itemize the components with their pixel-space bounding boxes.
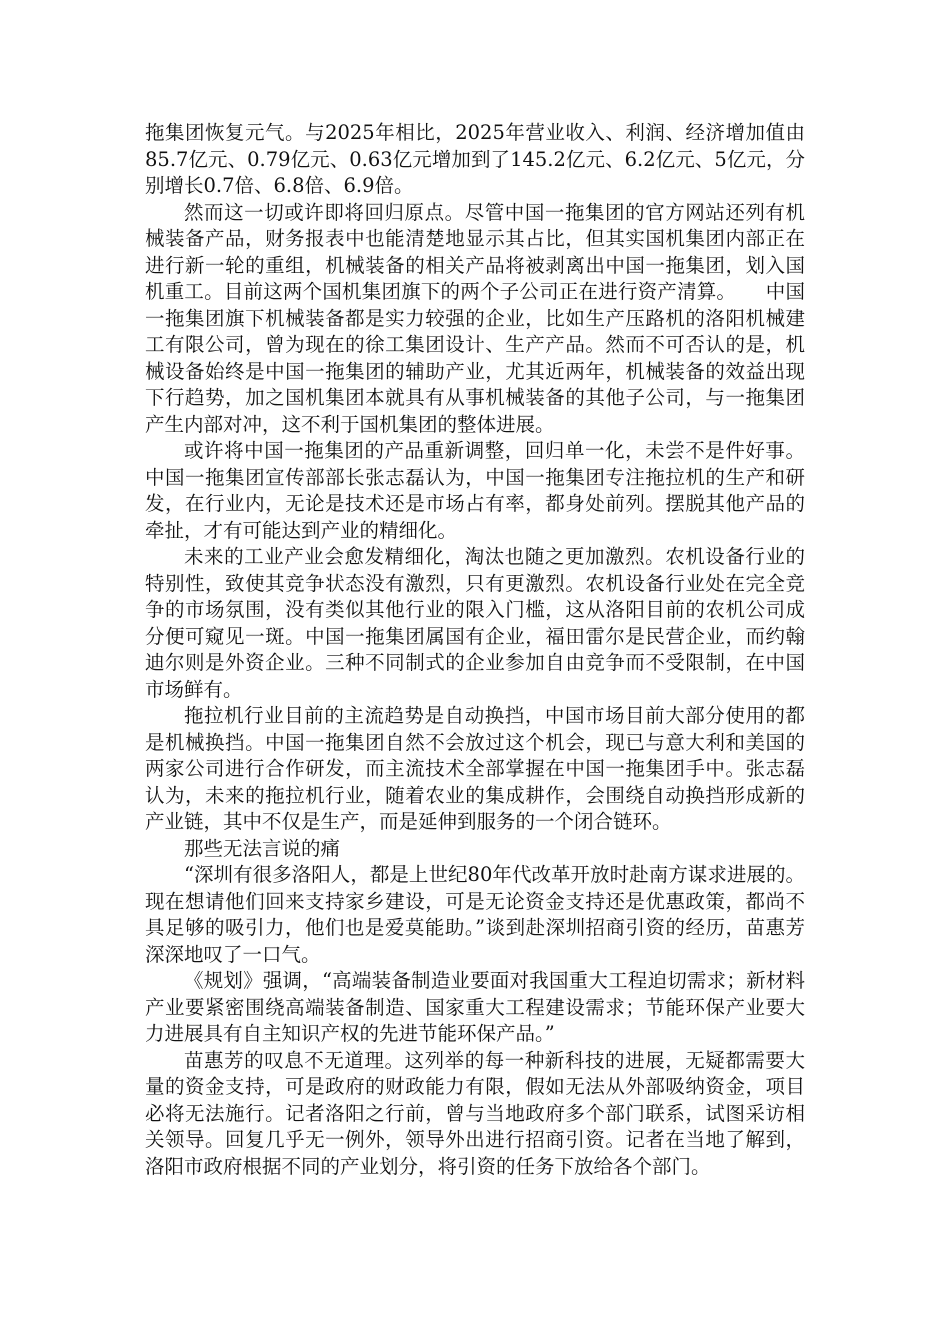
paragraph-restructuring: 然而这一切或许即将回归原点。尽管中国一拖集团的官方网站还列有机械装备产品，财务报表中也能清楚地显示其占比，但其实国机集团内部正在进行新一轮的重组，机械装备的相关产品将被剥离出中国一拖集团，划入国机重工。目前这两个国机集团旗下的两个子公司正在进行资产清算。 中国一拖集团旗下机械装备都是实力较强的企业，比如生产压路机的洛阳机械建工有限公司，曾为现在的徐工集团设计、生产产品。然而不可否认的是，机械设备始终是中国一拖集团的辅助产业，尤其近两年，机械装备的效益出现下行趋势，加之国机集团本就具有从事机械装备的其他子公司，与一拖集团产生内部对冲，这不利于国机集团的整体进展。 (145, 200, 805, 436)
document-body (145, 120, 805, 1180)
paragraph-shenzhen-quote: “深圳有很多洛阳人，都是上世纪80年代改革开放时赴南方谋求进展的。现在想请他们回来支持家乡建设，可是无论资金支持还是优惠政策，都尚不具足够的吸引力，他们也是爱莫能助。”谈到赴深圳招商引资的经历，苗惠芳深深地叹了一口气。 (145, 863, 805, 966)
paragraph-investment: 苗惠芳的叹息不无道理。这列举的每一种新科技的进展，无疑都需要大量的资金支持，可是政府的财政能力有限，假如无法从外部吸纳资金，项目必将无法施行。记者洛阳之行前，曾与当地政府多个部门联系，试图采访相关领导。回复几乎无一例外，领导外出进行招商引资。记者在当地了解到，洛阳市政府根据不同的产业划分，将引资的任务下放给各个部门。 (145, 1048, 805, 1178)
paragraph-plan-quote: 《规划》强调，“高端装备制造业要面对我国重大工程迫切需求；新材料产业要紧密围绕高端装备制造、国家重大工程建设需求；节能环保产业要大力进展具有自主知识产权的先进节能环保产品。” (145, 969, 805, 1045)
paragraph-product-adjustment: 或许将中国一拖集团的产品重新调整，回归单一化，未尝不是件好事。中国一拖集团宣传部部长张志磊认为，中国一拖集团专注拖拉机的生产和研发，在行业内，无论是技术还是市场占有率，都身处前列。摆脱其他产品的牵扯，才有可能达到产业的精细化。 (145, 439, 805, 542)
section-heading: 那些无法言说的痛 (184, 836, 341, 860)
paragraph-industry-competition: 未来的工业产业会愈发精细化，淘汰也随之更加激烈。农机设备行业的特别性，致使其竞争状态没有激烈，只有更激烈。农机设备行业处在完全竞争的市场氛围，没有类似其他行业的限入门槛，这从洛阳目前的农机公司成分便可窥见一斑。中国一拖集团属国有企业，福田雷尔是民营企业，而约翰迪尔则是外资企业。三种不同制式的企业参加自由竞争而不受限制，在中国市场鲜有。 (145, 545, 805, 701)
paragraph-automatic-shift: 拖拉机行业目前的主流趋势是自动换挡，中国市场目前大部分使用的都是机械换挡。中国一拖集团自然不会放过这个机会，现已与意大利和美国的两家公司进行合作研发，而主流技术全部掌握在中国一拖集团手中。张志磊认为，未来的拖拉机行业，随着农业的集成耕作，会围绕自动换挡形成新的产业链，其中不仅是生产，而是延伸到服务的一个闭合链环。 (145, 704, 805, 833)
paragraph-continuation: 拖集团恢复元气。与2025年相比，2025年营业收入、利润、经济增加值由85.7亿元、0.79亿元、0.63亿元增加到了145.2亿元、6.2亿元、5亿元，分别增长0.7倍、6.8倍、6.9倍。 (145, 121, 805, 197)
